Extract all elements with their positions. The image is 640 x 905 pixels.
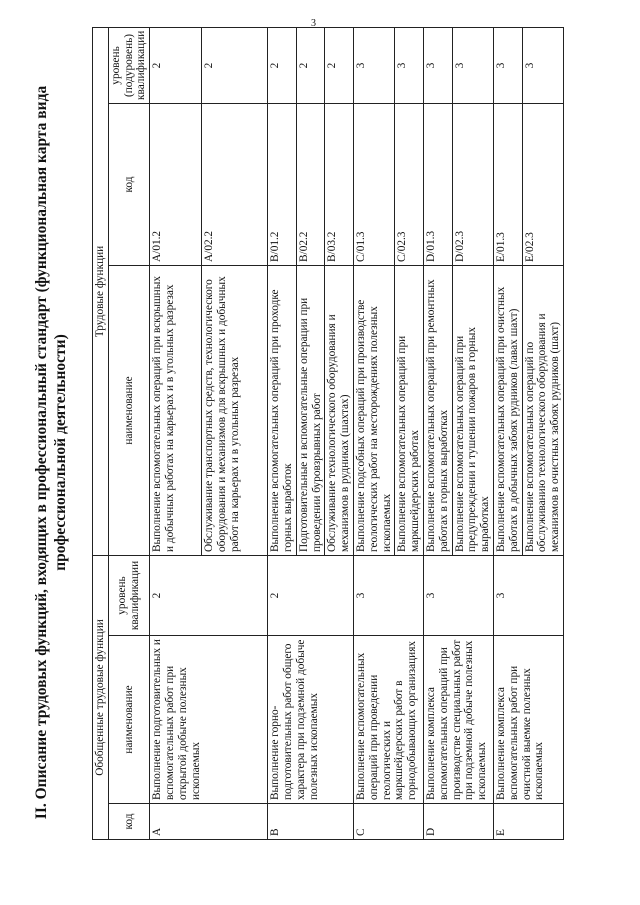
header-g-level: уровень квалификации	[108, 555, 149, 635]
f-level-cell: 3	[423, 27, 452, 103]
header-g-name: наименование	[108, 636, 149, 804]
header-f-name: наименование	[108, 265, 149, 555]
g-code-cell: C	[353, 804, 423, 840]
f-code-cell: E/01.3	[493, 103, 522, 265]
g-name-cell: Выполнение комплекса вспомогательных операций при производстве специальных работ при подземной добыче полезных ископаемых	[423, 636, 493, 804]
f-name-cell: Выполнение вспомогательных операций при ремонтных работах в горных выработках	[423, 265, 452, 555]
g-code-cell: B	[268, 804, 354, 840]
heading-line-2: профессиональной деятельности)	[52, 334, 69, 571]
f-level-cell: 3	[493, 27, 522, 103]
f-code-cell: A/02.2	[202, 103, 268, 265]
f-name-cell: Выполнение подсобных операций при производстве геологических работ на месторождениях полезных ископаемых	[353, 265, 394, 555]
f-name-cell: Выполнение вспомогательных операций при вскрышных и добычных работах на карьерах и в угольных разрезах	[150, 265, 202, 555]
f-code-cell: C/02.3	[395, 103, 424, 265]
g-code-cell: E	[493, 804, 563, 840]
f-code-cell: C/01.3	[353, 103, 394, 265]
header-row-2	[108, 27, 149, 839]
table-row	[268, 27, 297, 839]
f-name-cell: Выполнение вспомогательных операций при маркшейдерских работах	[395, 265, 424, 555]
f-name-cell: Подготовительные и вспомогательные операции при проведении буровзрывных работ	[296, 265, 325, 555]
f-name-cell: Выполнение вспомогательных операций при проходке горных выработок	[268, 265, 297, 555]
functional-map-table	[92, 27, 564, 840]
table-row	[493, 27, 522, 839]
f-level-cell: 2	[325, 27, 354, 103]
header-row-1	[93, 27, 109, 839]
g-code-cell: D	[423, 804, 493, 840]
page-number: 3	[311, 18, 316, 29]
g-level-cell: 2	[150, 555, 268, 635]
f-level-cell: 3	[353, 27, 394, 103]
f-level-cell: 3	[522, 27, 563, 103]
g-code-cell: A	[150, 804, 268, 840]
f-name-cell: Обслуживание транспортных средств, технологического оборудования и механизмов для вскрышных и добычных работ на карьерах и в угольных разрезах	[202, 265, 268, 555]
f-level-cell: 2	[202, 27, 268, 103]
heading-line-1: II. Описание трудовых функций, входящих в профессиональный стандарт (функциональная карта вида	[33, 85, 50, 820]
g-name-cell: Выполнение подготовительных и вспомогательных работ при открытой добыче полезных ископаемых	[150, 636, 268, 804]
g-name-cell: Выполнение горно-подготовительных работ общего характера при подземной добыче полезных ископаемых	[268, 636, 354, 804]
f-level-cell: 3	[452, 27, 493, 103]
f-code-cell: A/01.2	[150, 103, 202, 265]
section-heading	[32, 0, 70, 905]
g-level-cell: 3	[423, 555, 493, 635]
f-level-cell: 3	[395, 27, 424, 103]
f-name-cell: Выполнение вспомогательных операций при предупреждении и тушении пожаров в горных выработках	[452, 265, 493, 555]
f-code-cell: B/02.2	[296, 103, 325, 265]
f-name-cell: Обслуживание технологического оборудования и механизмов в рудниках (шахтах)	[325, 265, 354, 555]
g-level-cell: 2	[268, 555, 354, 635]
header-f-level: уровень (подуровень) квалификации	[108, 27, 149, 103]
table-row	[423, 27, 452, 839]
f-code-cell: B/01.2	[268, 103, 297, 265]
f-code-cell: B/03.2	[325, 103, 354, 265]
g-level-cell: 3	[353, 555, 423, 635]
f-code-cell: E/02.3	[522, 103, 563, 265]
f-level-cell: 2	[296, 27, 325, 103]
f-name-cell: Выполнение вспомогательных операций при очистных работах в добычных забоях рудников (лавах шахт)	[493, 265, 522, 555]
f-code-cell: D/02.3	[452, 103, 493, 265]
table-row	[353, 27, 394, 839]
g-name-cell: Выполнение вспомогательных операций при проведении геологических и маркшейдерских работ в горнодобывающих организациях	[353, 636, 423, 804]
table-row	[150, 27, 202, 839]
f-code-cell: D/01.3	[423, 103, 452, 265]
header-generalized: Обобщенные трудовые функции	[93, 555, 109, 839]
f-name-cell: Выполнение вспомогательных операций по обслуживанию технологического оборудования и механизмов в очистных забоях рудников (шахт)	[522, 265, 563, 555]
g-level-cell: 3	[493, 555, 563, 635]
f-level-cell: 2	[150, 27, 202, 103]
g-name-cell: Выполнение комплекса вспомогательных работ при очистной выемке полезных ископаемых	[493, 636, 563, 804]
header-labor: Трудовые функции	[93, 27, 109, 555]
f-level-cell: 2	[268, 27, 297, 103]
header-g-code: код	[108, 804, 149, 840]
header-f-code: код	[108, 103, 149, 265]
